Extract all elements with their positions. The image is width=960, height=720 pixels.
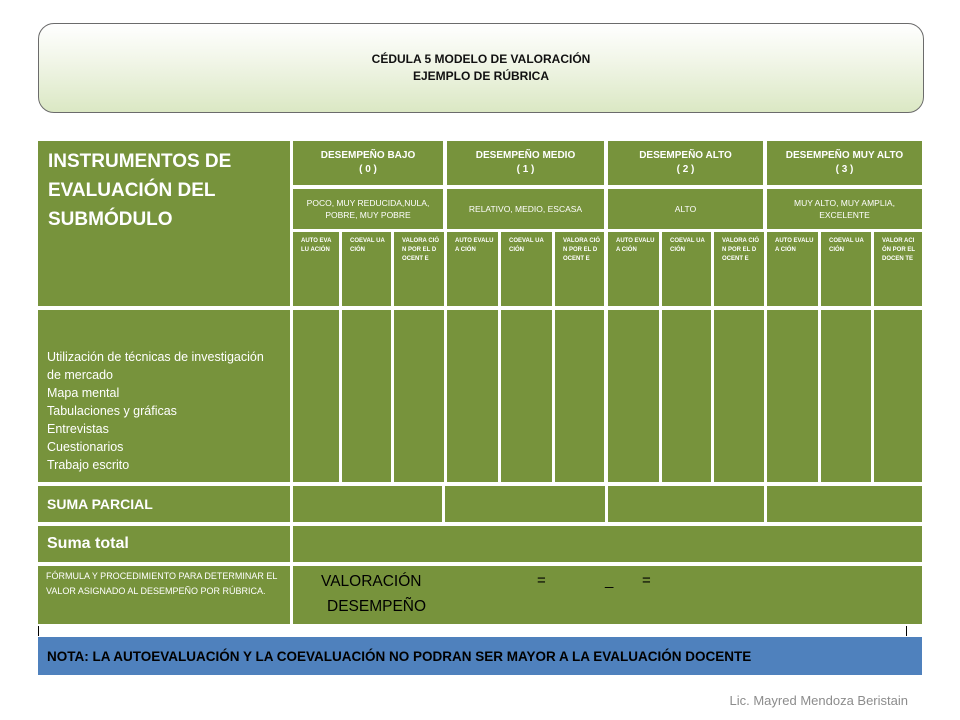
grid-cell[interactable] (767, 310, 818, 482)
instrument-item: Cuestionarios (47, 440, 124, 454)
level-label: DESEMPEÑO MEDIO (475, 150, 576, 161)
suma-parcial-label: SUMA PARCIAL (38, 486, 290, 522)
nota-bar: NOTA: LA AUTOEVALUACIÓN Y LA COEVALUACIÓN NO PODRAN SER MAYOR A LA EVALUACIÓN DOCENTE (38, 637, 922, 675)
suma-parcial-cell[interactable] (767, 486, 922, 522)
author-credit: Lic. Mayred Mendoza Beristain (729, 693, 908, 708)
title-line-1: CÉDULA 5 MODELO DE VALORACIÓN (371, 52, 591, 66)
level-description-bajo: POCO, MUY REDUCIDA,NULA, POBRE, MUY POBRE (293, 189, 443, 229)
level-description-medio: RELATIVO, MEDIO, ESCASA (447, 189, 604, 229)
suma-total-cell[interactable] (293, 526, 922, 562)
subheader-coeval-1: COEVAL UACIÓN (501, 232, 552, 306)
subheader-auto-3: AUTO EVALUA CIÓN (767, 232, 818, 306)
grid-cell[interactable] (447, 310, 498, 482)
level-description-alto: ALTO (608, 189, 763, 229)
grid-cell[interactable] (821, 310, 871, 482)
level-header-bajo (293, 141, 443, 185)
bracket-left (38, 626, 39, 636)
suma-parcial-cell[interactable] (293, 486, 442, 522)
subheader-coeval-3: COEVAL UACIÓN (821, 232, 871, 306)
bracket-right (906, 626, 907, 636)
title-box (38, 23, 924, 113)
grid-cell[interactable] (501, 310, 552, 482)
level-label: DESEMPEÑO MUY ALTO (785, 150, 904, 161)
instrument-item: Trabajo escrito (47, 458, 130, 472)
formula-equals-1: = (537, 572, 546, 589)
subheader-docente-1: VALORA CIÓN POR EL DOCENT E (555, 232, 604, 306)
subheader-docente-2: VALORA CIÓN POR EL DOCENT E (714, 232, 764, 306)
grid-cell[interactable] (342, 310, 391, 482)
grid-cell[interactable] (555, 310, 604, 482)
grid-cell[interactable] (293, 310, 339, 482)
instrument-item: Utilización de técnicas de investigación de mercado (47, 350, 264, 382)
suma-parcial-cell[interactable] (608, 486, 764, 522)
formula-valoracion: VALORACIÓN (321, 573, 422, 590)
instrument-item: Tabulaciones y gráficas (47, 404, 177, 418)
formula-fraction: _ (605, 572, 614, 589)
grid-cell[interactable] (662, 310, 711, 482)
instruments-list (38, 310, 290, 482)
level-description-muy-alto: MUY ALTO, MUY AMPLIA, EXCELENTE (767, 189, 922, 229)
grid-cell[interactable] (714, 310, 764, 482)
level-score: ( 3 ) (835, 164, 854, 175)
instrument-item: Mapa mental (47, 386, 120, 400)
formula-cell (293, 566, 922, 624)
instrument-item: Entrevistas (47, 422, 109, 436)
subheader-docente-3: VALOR ACIÓN POR EL DOCEN TE (874, 232, 922, 306)
subheader-coeval-0: COEVAL UACIÓN (342, 232, 391, 306)
subheader-coeval-2: COEVAL UACIÓN (662, 232, 711, 306)
grid-cell[interactable] (394, 310, 444, 482)
subheader-auto-2: AUTO EVALUA CIÓN (608, 232, 659, 306)
grid-cell[interactable] (608, 310, 659, 482)
level-header-alto (608, 141, 763, 185)
formula-label: FÓRMULA Y PROCEDIMIENTO PARA DETERMINAR EL VALOR ASIGNADO AL DESEMPEÑO POR RÚBRICA. (38, 566, 290, 624)
level-label: DESEMPEÑO ALTO (639, 150, 732, 161)
level-header-muy-alto (767, 141, 922, 185)
formula-desempeno: DESEMPEÑO (327, 598, 427, 615)
subheader-auto-0: AUTO EVALU ACIÓN (293, 232, 339, 306)
title-line-2: EJEMPLO DE RÚBRICA (412, 69, 549, 83)
level-score: ( 1 ) (516, 164, 535, 175)
subheader-auto-1: AUTO EVALUA CIÓN (447, 232, 498, 306)
suma-total-label: Suma total (38, 526, 290, 562)
instruments-header: INSTRUMENTOS DE EVALUACIÓN DEL SUBMÓDULO (38, 141, 290, 306)
level-score: ( 2 ) (676, 164, 695, 175)
level-score: ( 0 ) (359, 164, 377, 175)
level-label: DESEMPEÑO BAJO (320, 150, 416, 161)
grid-cell[interactable] (874, 310, 922, 482)
level-header-medio (447, 141, 604, 185)
subheader-docente-0: VALORA CIÓN POR EL DOCENT E (394, 232, 444, 306)
formula-equals-2: = (642, 572, 651, 589)
suma-parcial-cell[interactable] (445, 486, 605, 522)
